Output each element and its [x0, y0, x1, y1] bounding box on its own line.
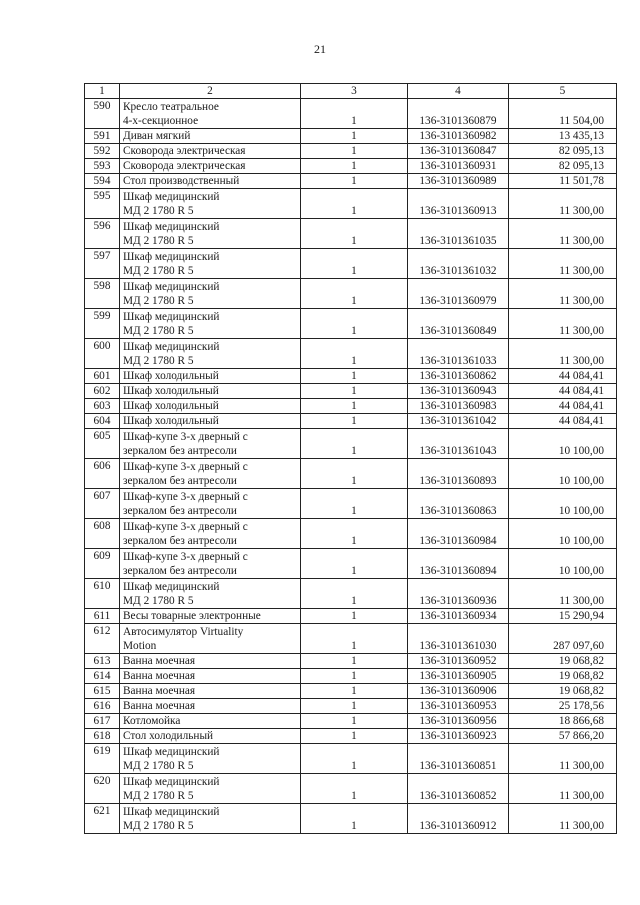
quantity-cell: 1 [301, 549, 408, 579]
cost-cell: 19 068,82 [509, 654, 617, 669]
quantity-cell: 1 [301, 159, 408, 174]
table-row [85, 159, 617, 174]
table-header-row [85, 84, 617, 99]
item-name-line: Ванна моечная [123, 700, 196, 712]
inventory-code-cell: 136-3101361032 [408, 249, 509, 279]
row-number-cell: 607 [85, 489, 120, 519]
item-name-line: МД 2 1780 R 5 [123, 325, 194, 337]
item-name-cell [120, 99, 301, 129]
table-row [85, 339, 617, 369]
cost-cell: 57 866,20 [509, 729, 617, 744]
item-name-cell [120, 414, 301, 429]
quantity-cell: 1 [301, 804, 408, 834]
inventory-code-cell: 136-3101360893 [408, 459, 509, 489]
quantity-cell: 1 [301, 339, 408, 369]
item-name-line: Стол производственный [123, 175, 240, 187]
row-number-cell: 620 [85, 774, 120, 804]
item-name-cell [120, 714, 301, 729]
inventory-code-cell: 136-3101360983 [408, 399, 509, 414]
row-number-cell: 605 [85, 429, 120, 459]
item-name-line: Шкаф-купе 3-х дверный с [123, 521, 248, 533]
table-row [85, 459, 617, 489]
item-name-line: Шкаф медицинский [123, 746, 220, 758]
table-row [85, 414, 617, 429]
quantity-cell: 1 [301, 384, 408, 399]
item-name-line: Кресло театральное [123, 101, 219, 113]
inventory-code-cell: 136-3101361035 [408, 219, 509, 249]
item-name-line: МД 2 1780 R 5 [123, 595, 194, 607]
item-name-cell [120, 369, 301, 384]
inventory-code-cell: 136-3101360862 [408, 369, 509, 384]
quantity-cell: 1 [301, 99, 408, 129]
row-number-cell: 610 [85, 579, 120, 609]
inventory-code-cell: 136-3101360863 [408, 489, 509, 519]
quantity-cell: 1 [301, 399, 408, 414]
table-row [85, 744, 617, 774]
inventory-code-cell: 136-3101360906 [408, 684, 509, 699]
row-number-cell: 613 [85, 654, 120, 669]
item-name-cell [120, 624, 301, 654]
item-name-cell [120, 729, 301, 744]
item-name-cell [120, 129, 301, 144]
item-name-line: Шкаф медицинский [123, 341, 220, 353]
table-row [85, 129, 617, 144]
table-row [85, 804, 617, 834]
quantity-cell: 1 [301, 189, 408, 219]
item-name-line: зеркалом без антресоли [123, 445, 237, 457]
table-row [85, 399, 617, 414]
item-name-line: Сковорода электрическая [123, 160, 246, 172]
item-name-line: зеркалом без антресоли [123, 535, 237, 547]
row-number-cell: 601 [85, 369, 120, 384]
item-name-line: Диван мягкий [123, 130, 191, 142]
inventory-code-cell: 136-3101360982 [408, 129, 509, 144]
inventory-table [84, 83, 617, 834]
item-name-cell [120, 429, 301, 459]
inventory-code-cell: 136-3101360952 [408, 654, 509, 669]
cost-cell: 11 300,00 [509, 804, 617, 834]
inventory-code-cell: 136-3101361030 [408, 624, 509, 654]
inventory-table-body [85, 84, 617, 834]
quantity-cell: 1 [301, 519, 408, 549]
item-name-line: Шкаф медицинский [123, 581, 220, 593]
inventory-code-cell: 136-3101360931 [408, 159, 509, 174]
item-name-cell [120, 654, 301, 669]
inventory-code-cell: 136-3101361043 [408, 429, 509, 459]
item-name-line: МД 2 1780 R 5 [123, 355, 194, 367]
row-number-cell: 617 [85, 714, 120, 729]
item-name-line: Ванна моечная [123, 685, 196, 697]
row-number-cell: 604 [85, 414, 120, 429]
item-name-line: Шкаф медицинский [123, 191, 220, 203]
item-name-line: Шкаф медицинский [123, 251, 220, 263]
item-name-line: Motion [123, 640, 157, 652]
inventory-code-cell: 136-3101360923 [408, 729, 509, 744]
table-row [85, 429, 617, 459]
row-number-cell: 616 [85, 699, 120, 714]
cost-cell: 11 504,00 [509, 99, 617, 129]
inventory-code-cell: 136-3101360913 [408, 189, 509, 219]
item-name-line: зеркалом без антресоли [123, 565, 237, 577]
cost-cell: 11 300,00 [509, 774, 617, 804]
header-cell-cost: 5 [509, 84, 617, 99]
row-number-cell: 606 [85, 459, 120, 489]
item-name-cell [120, 339, 301, 369]
item-name-line: зеркалом без антресоли [123, 475, 237, 487]
inventory-code-cell: 136-3101360847 [408, 144, 509, 159]
cost-cell: 15 290,94 [509, 609, 617, 624]
item-name-cell [120, 159, 301, 174]
cost-cell: 82 095,13 [509, 144, 617, 159]
cost-cell: 11 300,00 [509, 219, 617, 249]
table-row [85, 549, 617, 579]
row-number-cell: 599 [85, 309, 120, 339]
table-row [85, 489, 617, 519]
table-row [85, 249, 617, 279]
item-name-line: Сковорода электрическая [123, 145, 246, 157]
table-row [85, 729, 617, 744]
quantity-cell: 1 [301, 219, 408, 249]
cost-cell: 11 300,00 [509, 189, 617, 219]
table-row [85, 189, 617, 219]
cost-cell: 18 866,68 [509, 714, 617, 729]
item-name-line: МД 2 1780 R 5 [123, 790, 194, 802]
item-name-line: 4-х-секционное [123, 115, 199, 127]
table-row [85, 144, 617, 159]
item-name-line: зеркалом без антресоли [123, 505, 237, 517]
row-number-cell: 609 [85, 549, 120, 579]
item-name-line: Ванна моечная [123, 655, 196, 667]
row-number-cell: 618 [85, 729, 120, 744]
header-cell-code: 4 [408, 84, 509, 99]
item-name-line: Шкаф медицинский [123, 776, 220, 788]
table-row [85, 519, 617, 549]
item-name-cell [120, 144, 301, 159]
inventory-code-cell: 136-3101360984 [408, 519, 509, 549]
table-row [85, 774, 617, 804]
row-number-cell: 611 [85, 609, 120, 624]
item-name-cell [120, 489, 301, 519]
table-row [85, 714, 617, 729]
item-name-cell [120, 549, 301, 579]
inventory-code-cell: 136-3101360912 [408, 804, 509, 834]
item-name-cell [120, 384, 301, 399]
row-number-cell: 619 [85, 744, 120, 774]
item-name-line: МД 2 1780 R 5 [123, 205, 194, 217]
item-name-line: Шкаф-купе 3-х дверный с [123, 491, 248, 503]
cost-cell: 10 100,00 [509, 489, 617, 519]
item-name-line: Автосимулятор Virtuality [123, 626, 244, 638]
item-name-line: Стол холодильный [123, 730, 214, 742]
item-name-line: Шкаф медицинский [123, 806, 220, 818]
table-row [85, 309, 617, 339]
inventory-code-cell: 136-3101360936 [408, 579, 509, 609]
item-name-cell [120, 519, 301, 549]
cost-cell: 44 084,41 [509, 414, 617, 429]
quantity-cell: 1 [301, 579, 408, 609]
item-name-cell [120, 774, 301, 804]
inventory-code-cell: 136-3101361042 [408, 414, 509, 429]
cost-cell: 11 300,00 [509, 249, 617, 279]
table-row [85, 699, 617, 714]
cost-cell: 11 300,00 [509, 744, 617, 774]
quantity-cell: 1 [301, 174, 408, 189]
table-row [85, 579, 617, 609]
quantity-cell: 1 [301, 744, 408, 774]
table-row [85, 609, 617, 624]
item-name-line: МД 2 1780 R 5 [123, 295, 194, 307]
header-cell-quantity: 3 [301, 84, 408, 99]
quantity-cell: 1 [301, 129, 408, 144]
item-name-line: Шкаф-купе 3-х дверный с [123, 431, 248, 443]
row-number-cell: 615 [85, 684, 120, 699]
item-name-cell [120, 189, 301, 219]
cost-cell: 44 084,41 [509, 384, 617, 399]
item-name-cell [120, 279, 301, 309]
cost-cell: 10 100,00 [509, 459, 617, 489]
row-number-cell: 600 [85, 339, 120, 369]
table-row [85, 654, 617, 669]
inventory-code-cell: 136-3101360849 [408, 309, 509, 339]
item-name-cell [120, 174, 301, 189]
cost-cell: 13 435,13 [509, 129, 617, 144]
row-number-cell: 612 [85, 624, 120, 654]
cost-cell: 19 068,82 [509, 669, 617, 684]
item-name-line: МД 2 1780 R 5 [123, 820, 194, 832]
table-row [85, 219, 617, 249]
cost-cell: 10 100,00 [509, 549, 617, 579]
cost-cell: 25 178,56 [509, 699, 617, 714]
inventory-code-cell: 136-3101361033 [408, 339, 509, 369]
cost-cell: 10 100,00 [509, 429, 617, 459]
item-name-line: МД 2 1780 R 5 [123, 760, 194, 772]
item-name-line: Шкаф медицинский [123, 311, 220, 323]
item-name-line: Шкаф-купе 3-х дверный с [123, 461, 248, 473]
item-name-cell [120, 459, 301, 489]
inventory-code-cell: 136-3101360879 [408, 99, 509, 129]
item-name-cell [120, 744, 301, 774]
cost-cell: 44 084,41 [509, 399, 617, 414]
header-cell-number: 1 [85, 84, 120, 99]
header-cell-name: 2 [120, 84, 301, 99]
quantity-cell: 1 [301, 729, 408, 744]
quantity-cell: 1 [301, 144, 408, 159]
quantity-cell: 1 [301, 714, 408, 729]
quantity-cell: 1 [301, 429, 408, 459]
inventory-code-cell: 136-3101360905 [408, 669, 509, 684]
item-name-cell [120, 684, 301, 699]
table-row [85, 174, 617, 189]
quantity-cell: 1 [301, 459, 408, 489]
item-name-line: МД 2 1780 R 5 [123, 265, 194, 277]
table-row [85, 669, 617, 684]
cost-cell: 10 100,00 [509, 519, 617, 549]
row-number-cell: 590 [85, 99, 120, 129]
item-name-cell [120, 309, 301, 339]
row-number-cell: 608 [85, 519, 120, 549]
item-name-line: Шкаф медицинский [123, 281, 220, 293]
cost-cell: 19 068,82 [509, 684, 617, 699]
inventory-code-cell: 136-3101360989 [408, 174, 509, 189]
item-name-line: Шкаф холодильный [123, 400, 219, 412]
inventory-code-cell: 136-3101360934 [408, 609, 509, 624]
row-number-cell: 592 [85, 144, 120, 159]
quantity-cell: 1 [301, 654, 408, 669]
inventory-code-cell: 136-3101360953 [408, 699, 509, 714]
item-name-cell [120, 399, 301, 414]
item-name-cell [120, 669, 301, 684]
item-name-cell [120, 249, 301, 279]
row-number-cell: 603 [85, 399, 120, 414]
item-name-line: Шкаф-купе 3-х дверный с [123, 551, 248, 563]
cost-cell: 11 501,78 [509, 174, 617, 189]
inventory-code-cell: 136-3101360852 [408, 774, 509, 804]
quantity-cell: 1 [301, 279, 408, 309]
table-row [85, 384, 617, 399]
item-name-cell [120, 804, 301, 834]
cost-cell: 11 300,00 [509, 579, 617, 609]
item-name-line: МД 2 1780 R 5 [123, 235, 194, 247]
inventory-code-cell: 136-3101360851 [408, 744, 509, 774]
quantity-cell: 1 [301, 624, 408, 654]
inventory-code-cell: 136-3101360979 [408, 279, 509, 309]
cost-cell: 44 084,41 [509, 369, 617, 384]
item-name-cell [120, 579, 301, 609]
item-name-cell [120, 219, 301, 249]
cost-cell: 11 300,00 [509, 309, 617, 339]
item-name-line: Шкаф холодильный [123, 385, 219, 397]
inventory-code-cell: 136-3101360943 [408, 384, 509, 399]
table-row [85, 369, 617, 384]
page-number: 21 [314, 42, 326, 56]
row-number-cell: 596 [85, 219, 120, 249]
inventory-code-cell: 136-3101360956 [408, 714, 509, 729]
item-name-cell [120, 699, 301, 714]
item-name-line: Котломойка [123, 715, 181, 727]
cost-cell: 82 095,13 [509, 159, 617, 174]
inventory-code-cell: 136-3101360894 [408, 549, 509, 579]
row-number-cell: 621 [85, 804, 120, 834]
item-name-line: Шкаф холодильный [123, 415, 219, 427]
quantity-cell: 1 [301, 609, 408, 624]
quantity-cell: 1 [301, 309, 408, 339]
quantity-cell: 1 [301, 369, 408, 384]
row-number-cell: 602 [85, 384, 120, 399]
row-number-cell: 594 [85, 174, 120, 189]
table-row [85, 99, 617, 129]
item-name-line: Шкаф медицинский [123, 221, 220, 233]
item-name-cell [120, 609, 301, 624]
row-number-cell: 595 [85, 189, 120, 219]
cost-cell: 11 300,00 [509, 339, 617, 369]
table-row [85, 279, 617, 309]
cost-cell: 287 097,60 [509, 624, 617, 654]
row-number-cell: 597 [85, 249, 120, 279]
item-name-line: Весы товарные электронные [123, 610, 261, 622]
row-number-cell: 591 [85, 129, 120, 144]
quantity-cell: 1 [301, 774, 408, 804]
quantity-cell: 1 [301, 489, 408, 519]
row-number-cell: 614 [85, 669, 120, 684]
table-row [85, 684, 617, 699]
quantity-cell: 1 [301, 414, 408, 429]
cost-cell: 11 300,00 [509, 279, 617, 309]
quantity-cell: 1 [301, 669, 408, 684]
row-number-cell: 598 [85, 279, 120, 309]
item-name-line: Ванна моечная [123, 670, 196, 682]
quantity-cell: 1 [301, 249, 408, 279]
quantity-cell: 1 [301, 684, 408, 699]
item-name-line: Шкаф холодильный [123, 370, 219, 382]
row-number-cell: 593 [85, 159, 120, 174]
quantity-cell: 1 [301, 699, 408, 714]
table-row [85, 624, 617, 654]
